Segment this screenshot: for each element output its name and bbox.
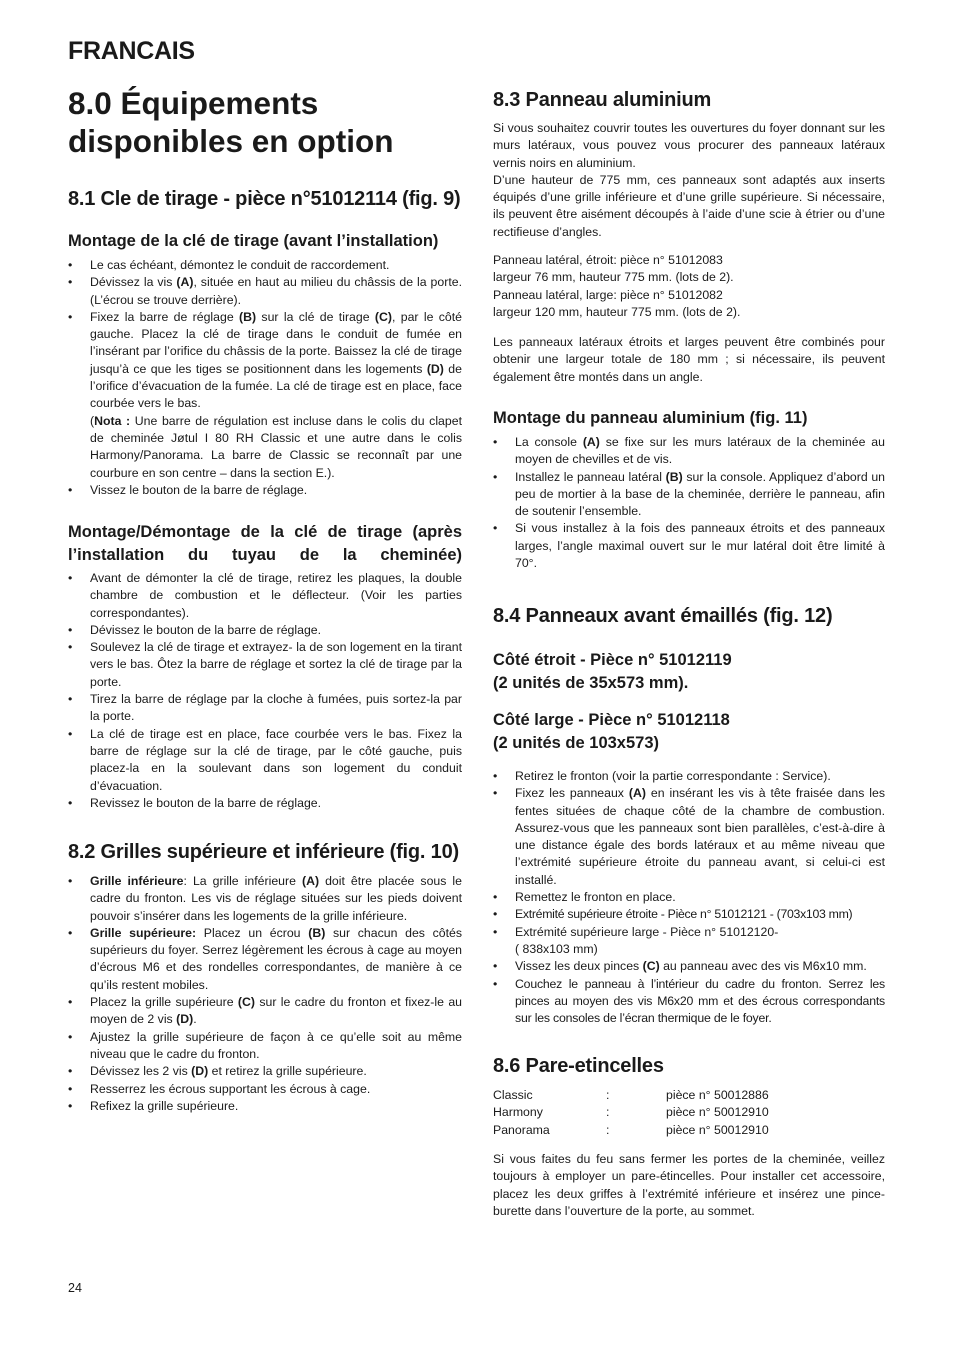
list-item <box>493 924 885 959</box>
list-item <box>493 469 885 521</box>
model-cell: Classic <box>493 1088 533 1102</box>
section-8-3-combination <box>493 334 885 386</box>
list-item-text: Fixez la barre de réglage <box>90 309 240 324</box>
section-8-3-part-numbers <box>493 252 885 321</box>
section-8-4-list <box>493 768 885 1027</box>
section-8-3-intro <box>493 120 885 241</box>
list-item-text: ( <box>90 413 95 428</box>
list-item: • Extrémité supérieure étroite - Pièce n° 51012121 - (703x103 mm) <box>493 906 885 923</box>
list-item <box>493 434 885 469</box>
list-item <box>68 274 462 309</box>
note-label: Nota : <box>94 413 131 428</box>
section-8-6-heading: 8.6 Pare-etincelles <box>493 1055 664 1077</box>
list-item <box>68 309 462 482</box>
model-cell: Harmony <box>493 1105 543 1120</box>
paragraph: Si vous faites du feu sans fermer les portes de la cheminée, veillez toujours à employer un pare-étincelles. Pour installer cet accessoire, placez les deux griffes à l’extrémité inférieure et insérez une pince-burette dans l’ouverture de la porte, au sommet. <box>493 1152 885 1218</box>
list-item-text: : La grille inférieure <box>183 874 302 888</box>
list-item-text: et retirez la grille supérieure. <box>208 1064 367 1079</box>
list-item-text: , par le côté gauche. Placez la clé de tirage dans le conduit de fumée en l’insérant par l’orifice du châssis de la porte. Baissez la clé de tirage jusqu’à ce que les tiges se positionnent dans les logements <box>90 309 462 376</box>
list-item: • Dévissez le bouton de la barre de réglage. <box>68 622 462 639</box>
parts-table <box>493 1087 769 1139</box>
separator-cell: : <box>606 1105 610 1120</box>
list-item-text: sur le cadre du fronton et fixez-le au moyen de 2 vis <box>90 995 462 1027</box>
list-item-text: , située en haut au milieu du châssis de la porte. (L’écrou se trouve derrière). <box>90 275 462 307</box>
table-row <box>493 1087 769 1104</box>
list-item <box>68 994 462 1029</box>
list-item-text: de l’orifice d’évacuation de la fumée. La clé de tirage est en place, face courbée vers le bas. <box>90 361 462 411</box>
list-item <box>68 1063 462 1080</box>
model-cell: Panorama <box>493 1122 550 1137</box>
part-label: (B) <box>239 309 257 324</box>
list-item: • Retirez le fronton (voir la partie correspondante : Service). <box>493 768 885 785</box>
part-label: (D) <box>176 1012 194 1027</box>
part-label: (C) <box>642 959 660 974</box>
section-8-2-heading: 8.2 Grilles supérieure et inférieure (fig. 10) <box>68 841 459 863</box>
part-label: (A) <box>301 874 320 888</box>
list-item-text: Vissez le bouton de la barre de réglage. <box>90 482 308 497</box>
wide-side-part: Côté large - Pièce n° 51012118 <box>493 711 730 729</box>
list-item-text: Le cas échéant, démontez le conduit de raccordement. <box>90 258 390 272</box>
list-item-text: Dévissez la vis <box>90 275 177 290</box>
part-cell: pièce n° 50012910 <box>666 1122 769 1137</box>
chapter-title <box>68 84 394 160</box>
list-item <box>68 257 462 274</box>
section-8-3-heading: 8.3 Panneau aluminium <box>493 89 712 111</box>
language-label: FRANCAIS <box>68 37 195 65</box>
list-item: • Si vous installez à la fois des panneaux étroits et des panneaux larges, l’angle maximal ouvert sur le mur latéral doit être limité à 70°. <box>493 520 885 572</box>
list-item-text: sur la console. Appliquez d’abord un peu de mortier à la base de la cheminée, derrière le panneau, afin de soutenir l’ensemble. <box>515 469 886 519</box>
list-item-text: Vissez les deux pinces <box>515 959 643 974</box>
list-item: • Avant de démonter la clé de tirage, retirez les plaques, la double chambre de combustion et le déflecteur. (Voir les parties correspondantes). <box>68 570 462 622</box>
list-item: • Remettez le fronton en place. <box>493 889 885 906</box>
list-item-text: La console <box>515 435 583 449</box>
list-item-text: Extrémité supérieure large - Pièce n° 51012120- <box>515 924 779 939</box>
section-8-2-list <box>68 873 462 1115</box>
part-label: (C) <box>374 309 392 324</box>
list-item <box>493 958 885 975</box>
table-row <box>493 1104 769 1121</box>
part-line: largeur 120 mm, hauteur 775 mm. (lots de 2). <box>493 304 741 319</box>
list-item-text: sur la clé de tirage <box>256 309 375 324</box>
section-8-1-heading: 8.1 Cle de tirage - pièce n°51012114 (fig. 9) <box>68 188 461 210</box>
list-item-text: Dévissez les 2 vis <box>90 1064 192 1079</box>
list-item-text: au panneau avec des vis M6x10 mm. <box>659 959 867 974</box>
section-8-6-paragraph <box>493 1151 885 1220</box>
table-row <box>493 1122 769 1139</box>
list-item: • Revissez le bouton de la barre de réglage. <box>68 795 462 812</box>
list-item-text: doit être placée sous le cadre du fronton. Les vis de réglage situées sur les pieds doivent pouvoir s’insérer dans les logements de la grille inférieure. <box>90 874 462 923</box>
paragraph: Si vous souhaitez couvrir toutes les ouvertures du foyer donnant sur les murs latéraux, vous pouvez vous procurer des panneaux latéraux vernis noirs en aluminium. <box>493 121 885 170</box>
list-item-text: Placez la grille supérieure <box>90 995 238 1010</box>
separator-cell: : <box>606 1088 610 1102</box>
part-cell: pièce n° 50012886 <box>666 1088 769 1102</box>
item-label: Grille inférieure <box>90 874 184 888</box>
list-item-text: Une barre de régulation est incluse dans le colis du clapet de cheminée Jøtul I 80 RH Classic et une autre dans le colis Harmony/Panorama. La barre de Classic se reconnaît par une courbure en son centre – dans la section E.). <box>90 413 462 480</box>
list-item: • Resserrez les écrous supportant les écrous à cage. <box>68 1081 462 1098</box>
list-item-text: en insérant les vis à tête fraisée dans les fentes situées de chaque côté de la chambre de combustion. Assurez-vous que les panneaux sont bien parallèles, c’est-à-dire à une distance égale des bords latéraux et au même niveau que l’extrémité supérieure étroite du panneau avant, si celui-ci est installé. <box>515 786 885 887</box>
part-label: (C) <box>237 995 255 1010</box>
separator-cell: : <box>606 1122 610 1137</box>
section-8-4-wide-heading <box>493 709 730 754</box>
list-item: • La clé de tirage est en place, face courbée vers le bas. Fixez la barre de réglage sur la clé de tirage, par le côté gauche, puis placez-la en la soulevant dans son logement du conduit d’évacuation. <box>68 726 462 795</box>
section-8-4-narrow-heading <box>493 649 732 694</box>
list-item-text: Fixez les panneaux <box>515 786 629 801</box>
paragraph: D’une hauteur de 775 mm, ces panneaux sont adaptés aux inserts équipés d’une grille inférieure et d’une grille supérieure. Si nécessaire, ils peuvent être aisément découpés à l’aide d’une scie à étrier ou d’une rectifieuse d’angles. <box>493 172 885 239</box>
list-item <box>68 925 462 994</box>
chapter-title-line-2: disponibles en option <box>68 123 394 159</box>
list-item-text: ( 838x103 mm) <box>515 941 598 956</box>
section-8-1-list-1 <box>68 257 462 499</box>
part-label: (D) <box>191 1064 209 1079</box>
part-line: Panneau latéral, large: pièce n° 51012082 <box>493 287 723 302</box>
list-item: • Couchez le panneau à l’intérieur du cadre du fronton. Serrez les pinces au moyen des vis M6x20 mm et des écrous correspondants sur les consoles de l’écran thermique de le foyer. <box>493 976 885 1028</box>
list-item-text: se fixe sur les murs latéraux de la cheminée au moyen de chevilles et de vis. <box>515 435 885 467</box>
part-label: (A) <box>176 275 194 290</box>
chapter-title-line-1: 8.0 Équipements <box>68 85 319 121</box>
section-8-4-heading: 8.4 Panneaux avant émaillés (fig. 12) <box>493 605 833 627</box>
list-item <box>68 482 462 499</box>
part-line: largeur 76 mm, hauteur 775 mm. (lots de 2). <box>493 270 734 285</box>
list-item <box>493 785 885 889</box>
list-item: • Soulevez la clé de tirage et extrayez- la de son logement en la tirant vers le bas. Ôtez la barre de réglage et sortez la clé de tirage par la porte. <box>68 639 462 691</box>
list-item: • Tirez la barre de réglage par la cloche à fumées, puis sortez-la par la porte. <box>68 691 462 726</box>
section-8-1-subheading-1: Montage de la clé de tirage (avant l’installation) <box>68 232 439 250</box>
narrow-side-part: Côté étroit - Pièce n° 51012119 <box>493 651 732 669</box>
section-8-6-parts-table <box>493 1087 885 1139</box>
section-8-3-list <box>493 434 885 572</box>
list-item-text: sur chacun des côtés supérieurs du foyer. Serrez légèrement les écrous à cage au moyen d’écrous M6 et des rondelles correspondantes, de manière à ce qu’ils restent mobiles. <box>90 925 463 992</box>
part-label: (A) <box>582 435 600 449</box>
list-item: • Refixez la grille supérieure. <box>68 1098 462 1115</box>
item-label: Grille supérieure: <box>90 925 197 940</box>
part-label: (B) <box>308 925 326 940</box>
list-item-text: Installez le panneau latéral <box>515 469 666 484</box>
wide-side-units: (2 unités de 103x573) <box>493 733 659 752</box>
list-item-text: Placez un écrou <box>196 925 309 940</box>
list-item: • Ajustez la grille supérieure de façon à ce qu’elle soit au même niveau que le cadre du fronton. <box>68 1029 462 1064</box>
part-cell: pièce n° 50012910 <box>666 1105 769 1120</box>
page-number: 24 <box>68 1281 82 1295</box>
part-label: (A) <box>628 786 646 801</box>
section-8-3-subheading: Montage du panneau aluminium (fig. 11) <box>493 409 808 427</box>
part-line: Panneau latéral, étroit: pièce n° 51012083 <box>493 253 723 267</box>
list-item <box>68 873 462 925</box>
paragraph: Les panneaux latéraux étroits et larges peuvent être combinés pour obtenir une largeur totale de 180 mm ; si nécessaire, ils peuvent également être montés dans un angle. <box>493 335 885 384</box>
narrow-side-units: (2 unités de 35x573 mm). <box>493 673 689 692</box>
part-label: (D) <box>426 361 444 376</box>
part-label: (B) <box>665 469 683 484</box>
section-8-1-subheading-2: Montage/Démontage de la clé de tirage (après l’installation du tuyau de la cheminée) <box>68 523 462 564</box>
section-8-1-list-2 <box>68 570 462 812</box>
list-item-text: . <box>193 1012 197 1027</box>
